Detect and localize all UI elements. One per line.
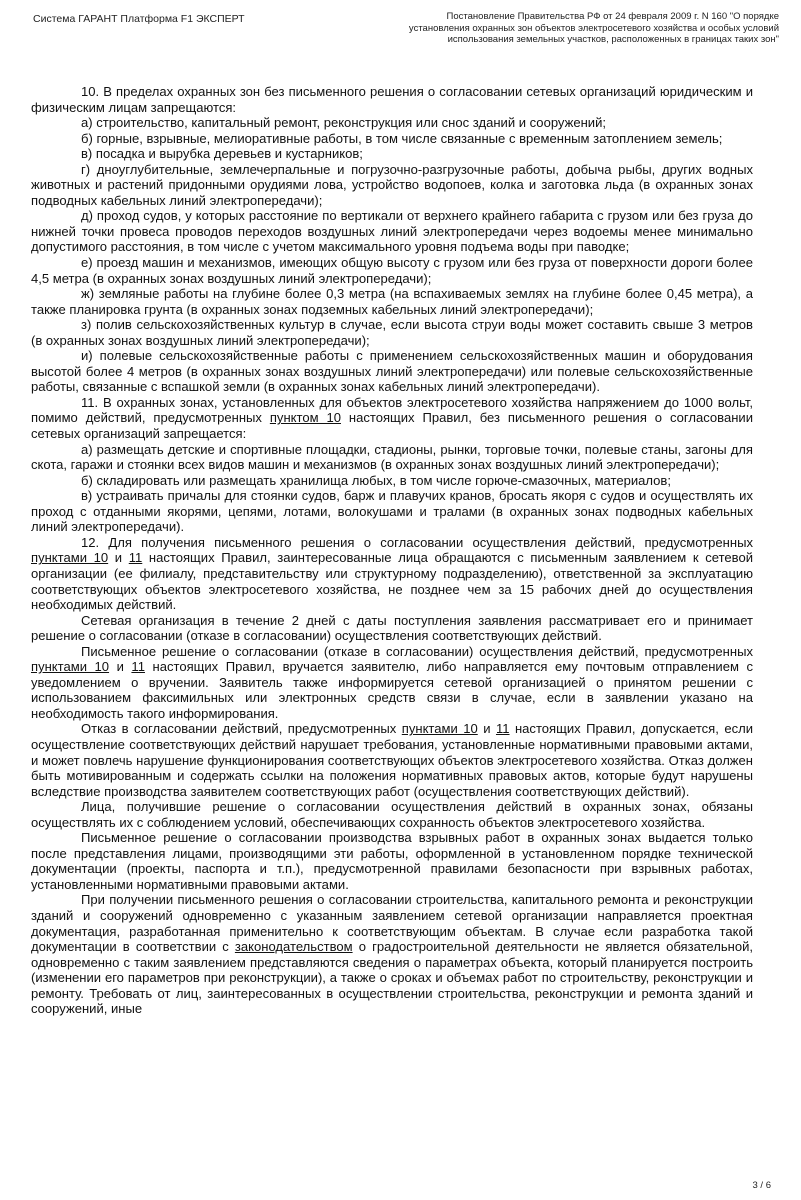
item-10-e: е) проезд машин и механизмов, имеющих общую высоту с грузом или без груза от поверхности дороги более 4,5 метра (в охранных зонах воздушных линий электропередачи); [31,255,753,286]
refusal-text-end: настоящих Правил, допускается, если осуществление соответствующих действий нарушает требования, установленные нормативными правовыми актами, и может повлечь нарушение функционирования соответствующих объектов электросетевого хозяйства. Отказ должен быть мотивированным и содержать ссылки на положения нормативных правовых актов, которые будут нарушены вследствие производства заявителем соответствующих работ (осуществления соответствующих действий). [31,721,754,799]
item-10-g: г) дноуглубительные, землечерпальные и погрузочно-разгрузочные работы, добыча рыбы, других водных животных и растений придонными орудиями лова, устройство водопоев, колка и заготовка льда (в охранных зонах подводных кабельных линий электропередачи); [31,161,753,208]
link-clause-11-decision[interactable]: 11 [131,659,145,675]
refusal-text-start: Отказ в согласовании действий, предусмотренных [81,721,402,737]
paragraph-12-decision [31,644,753,722]
item-10-i: и) полевые сельскохозяйственные работы с применением сельскохозяйственных машин и оборудования высотой более 4 метров (в охранных зонах воздушных линий электропередачи) или полевые сельскохозяйственные работы, связанные с вспашкой земли (в охранных зонах кабельных линий электропередачи). [31,348,753,395]
item-10-a: а) строительство, капитальный ремонт, реконструкция или снос зданий и сооружений; [81,115,606,131]
page-number: 3 / 6 [752,1180,771,1191]
item-11-v: в) устраивать причалы для стоянки судов, барж и плавучих кранов, бросать якоря с судов и осуществлять их проход с отданными якорями, цепями, лотами, волокушами и тралами (в охранных зонах подводных кабельных линий электропередачи). [31,488,753,535]
item-10-b: б) горные, взрывные, мелиоративные работы, в том числе связанные с временным затоплением земель; [81,130,723,146]
decision-text-start: Письменное решение о согласовании (отказе в согласовании) осуществления действий, предусмотренных [81,643,753,659]
document-body [31,84,753,1017]
link-legislation[interactable]: законодательством [234,939,353,955]
link-clauses-10-refusal[interactable]: пунктами 10 [401,721,478,737]
paragraph-12 [31,535,753,613]
construction-text-end: о градостроительной деятельности не является обязательной, одновременно с таким заявлением представляются сведения о параметрах объекта, который планируется построить (изменении его параметров при реконструкции), а также о сроках и объемах работ по строительству, реконструкции и ремонту. Требовать от лиц, заинтересованных в осуществлении строительства, реконструкции и ремонта зданий и сооружений, иные [31,939,754,1017]
link-clause-11[interactable]: 11 [128,550,143,566]
refusal-and: и [477,721,496,737]
paragraph-12-text-start: 12. Для получения письменного решения о согласовании осуществления действий, предусмотренных [81,534,753,550]
item-10-d: д) проход судов, у которых расстояние по вертикали от верхнего крайнего габарита с грузом или без груза до нижней точки провеса проводов переходов воздушных линий электропередачи через водоемы менее минимально допустимого расстояния, в том числе с учетом максимального уровня подъема воды при паводке; [31,208,753,255]
link-clauses-10[interactable]: пунктами 10 [31,550,109,566]
paragraph-11 [31,395,753,442]
item-10-v: в) посадка и вырубка деревьев и кустарников; [81,146,363,162]
construction-text-start: При получении письменного решения о согласовании строительства, капитального ремонта и реконструкции зданий и сооружений одновременно с указанным заявлением сетевой организации направляется проектная документация, разработанная применительно к соответствующим объектам. В случае если разработка такой документации в соответствии с [31,892,753,955]
link-clauses-10-decision[interactable]: пунктами 10 [31,659,110,675]
paragraph-12-and: и [108,550,129,566]
paragraph-10: 10. В пределах охранных зон без письменного решения о согласовании сетевых организаций юридическим и физическим лицам запрещаются: [31,84,753,115]
paragraph-11-text-end: настоящих Правил, без письменного решения о согласовании сетевых организаций запрещается: [31,410,753,442]
header-system-name: Система ГАРАНТ Платформа F1 ЭКСПЕРТ [33,13,245,25]
item-11-b: б) складировать или размещать хранилища любых, в том числе горюче-смазочных, материалов; [81,472,671,488]
paragraph-12-construction [31,892,753,1016]
paragraph-12-refusal [31,721,753,799]
paragraph-12-text-end: настоящих Правил, заинтересованные лица обращаются с письменным заявлением к сетевой организации (ее филиалу, представительству или структурному подразделению), ответственной за эксплуатацию соответствующих объектов электросетевого хозяйства, не позднее чем за 15 рабочих дней до осуществления необходимых действий. [31,550,753,613]
paragraph-12-review: Сетевая организация в течение 2 дней с даты поступления заявления рассматривает его и принимает решение о согласовании (отказе в согласовании) осуществления соответствующих действий. [31,612,753,644]
paragraph-12-explosive-works: Письменное решение о согласовании производства взрывных работ в охранных зонах выдается только после представления лицами, производящими эти работы, оформленной в установленном порядке технической документации (проекты, паспорта и т.п.), предусмотренной правилами безопасности при взрывных работах, установленными нормативными правовыми актами. [31,830,753,892]
item-10-zh: ж) земляные работы на глубине более 0,3 метра (на вспахиваемых землях на глубине более 0,45 метра), а также планировка грунта (в охранных зонах подземных кабельных линий электропередачи); [31,286,753,317]
item-10-z: з) полив сельскохозяйственных культур в случае, если высота струи воды может составить свыше 3 метров (в охранных зонах воздушных линий электропередачи); [31,317,753,348]
decision-text-end: настоящих Правил, вручается заявителю, либо направляется ему почтовым отправлением с уведомлением о вручении. Заявитель также информируется сетевой организацией о принятом решении с использованием факсимильных или электронных средств связи в случае, если в заявлении указано на необходимость такого информирования. [31,659,753,721]
decision-and: и [109,659,132,675]
item-11-a: а) размещать детские и спортивные площадки, стадионы, рынки, торговые точки, полевые станы, загоны для скота, гаражи и стоянки всех видов машин и механизмов (в охранных зонах воздушных линий электропередачи); [31,441,753,473]
header-document-title[interactable]: Постановление Правительства РФ от 24 февраля 2009 г. N 160 "О порядке установления охранных зон объектов электросетевого хозяйства и особых условий использования земельных участков, расположенных в границах таких зон" [408,11,779,45]
link-clause-10[interactable]: пунктом 10 [269,410,341,426]
link-clause-11-refusal[interactable]: 11 [495,721,510,737]
paragraph-11-text-start: 11. В охранных зонах, установленных для объектов электросетевого хозяйства напряжением до 1000 вольт, помимо действий, предусмотренных [31,394,753,426]
paragraph-12-obligations: Лица, получившие решение о согласовании осуществления действий в охранных зонах, обязаны осуществлять их с соблюдением условий, обеспечивающих сохранность объектов электросетевого хозяйства. [31,799,753,830]
